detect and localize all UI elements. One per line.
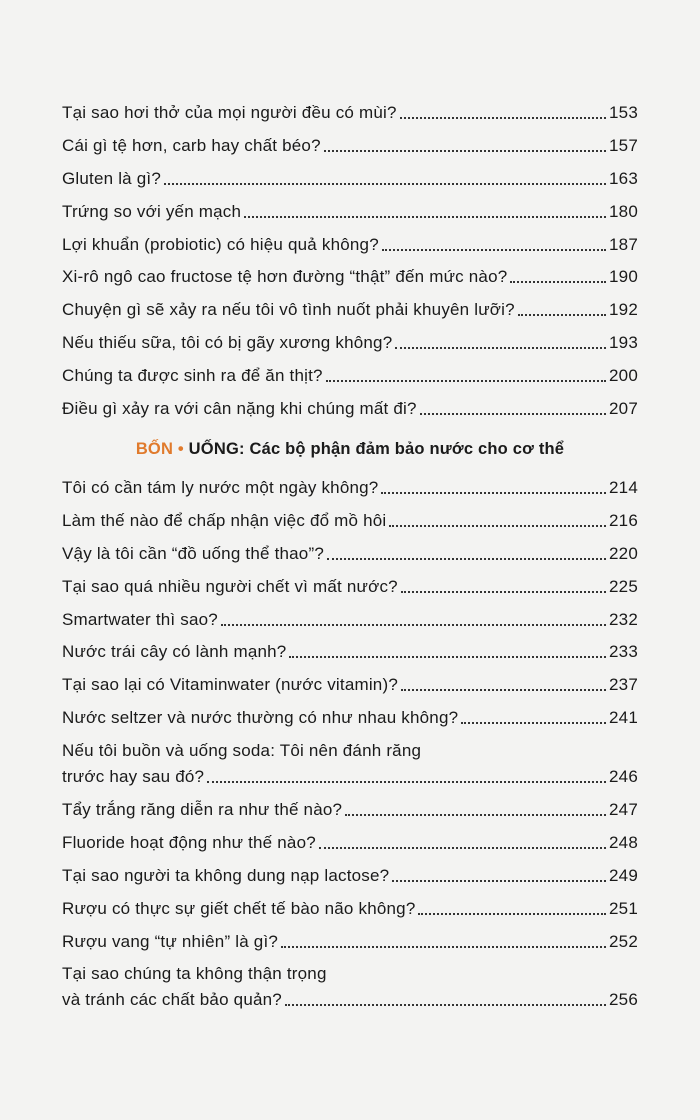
section-name: UỐNG: (188, 440, 245, 459)
toc-entry (62, 396, 638, 422)
dot-leader (510, 281, 606, 283)
toc-entry-page: 200 (609, 366, 638, 386)
toc-entry (62, 297, 638, 323)
toc-entry-page: 214 (609, 478, 638, 498)
toc-entry-title: Chúng ta được sinh ra để ăn thịt? (62, 366, 323, 386)
toc-entry-title: Tẩy trắng răng diễn ra như thế nào? (62, 800, 343, 820)
toc-entry-page: 241 (609, 708, 638, 728)
toc-entry-page: 252 (609, 931, 638, 951)
dot-leader (392, 880, 606, 882)
toc-entry-page: 193 (609, 333, 638, 353)
toc-entry (62, 100, 638, 126)
toc-entry-title: Làm thế nào để chấp nhận việc đổ mồ hôi (62, 510, 387, 530)
toc-entry (62, 738, 638, 790)
toc-entry (62, 363, 638, 389)
toc-group-drink-continued (62, 797, 638, 955)
toc-entry (62, 330, 638, 356)
toc-entry (62, 133, 638, 159)
toc-entry-title: Điều gì xảy ra với cân nặng khi chúng mất đi? (62, 399, 417, 419)
dot-leader (395, 347, 606, 349)
toc-entry-page: 237 (609, 675, 638, 695)
toc-entry-title: Tại sao hơi thở của mọi người đều có mùi? (62, 103, 397, 122)
toc-entry-page: 225 (609, 576, 638, 596)
dot-leader (319, 847, 606, 849)
dot-leader (221, 624, 606, 626)
toc-entry-title: Trứng so với yến mạch (62, 201, 242, 221)
dot-leader (345, 814, 606, 816)
toc-entry-title: Rượu có thực sự giết chết tế bào não không? (62, 898, 416, 918)
toc-entry (62, 797, 638, 823)
toc-entry-page: 247 (609, 800, 638, 820)
dot-leader (382, 249, 606, 251)
toc-entry (62, 863, 638, 889)
toc-entry (62, 607, 638, 633)
table-of-contents (62, 100, 638, 1020)
toc-entry-title: Vậy là tôi cần “đồ uống thể thao”? (62, 543, 324, 563)
dot-leader (164, 183, 606, 185)
toc-entry-page: 220 (609, 543, 638, 563)
dot-leader (389, 525, 606, 527)
toc-group-eat (62, 100, 638, 422)
toc-entry-title-line2: và tránh các chất bảo quản? (62, 990, 282, 1010)
section-heading (62, 436, 638, 462)
dot-leader (461, 722, 606, 724)
toc-entry-page: 233 (609, 642, 638, 662)
toc-entry-title: Tại sao người ta không dung nạp lactose? (62, 865, 390, 885)
toc-entry (62, 896, 638, 922)
toc-entry-title: Nước trái cây có lành mạnh? (62, 642, 287, 662)
toc-entry-page: 251 (609, 898, 638, 918)
toc-entry-page: 187 (609, 234, 638, 254)
toc-entry-title-line1: Tại sao chúng ta không thận trọng (62, 964, 327, 984)
toc-entry-title: Lợi khuẩn (probiotic) có hiệu quả không? (62, 234, 379, 254)
toc-entry-page: 216 (609, 510, 638, 530)
toc-entry-page: 192 (609, 300, 638, 320)
toc-entry-page: 232 (609, 609, 638, 629)
toc-entry (62, 961, 638, 1013)
toc-entry-page: 207 (609, 399, 638, 419)
toc-entry (62, 672, 638, 698)
toc-entry (62, 199, 638, 225)
dot-leader (289, 656, 606, 658)
dot-leader (420, 413, 606, 415)
toc-group-drink (62, 475, 638, 731)
dot-leader (207, 781, 606, 783)
dot-leader (381, 492, 606, 494)
toc-entry-title: Nếu thiếu sữa, tôi có bị gãy xương không? (62, 333, 393, 353)
toc-entry (62, 166, 638, 192)
toc-entry-title-line1: Nếu tôi buồn và uống soda: Tôi nên đánh răng (62, 741, 422, 761)
dot-leader (401, 591, 606, 593)
toc-entry (62, 475, 638, 501)
dot-leader (326, 380, 606, 382)
toc-entry-page: 180 (609, 201, 638, 221)
section-separator: • (177, 440, 184, 459)
section-description: Các bộ phận đảm bảo nước cho cơ thể (249, 440, 565, 459)
toc-entry-title: Tại sao quá nhiều người chết vì mất nước? (62, 576, 398, 596)
toc-entry (62, 541, 638, 567)
dot-leader (327, 558, 606, 560)
toc-entry-title: Tôi có cần tám ly nước một ngày không? (62, 478, 379, 498)
toc-entry-page: 157 (609, 135, 638, 155)
toc-entry (62, 508, 638, 534)
dot-leader (324, 150, 606, 152)
dot-leader (285, 1004, 606, 1006)
toc-entry-page: 153 (609, 103, 638, 122)
toc-entry-title: Fluoride hoạt động như thế nào? (62, 832, 316, 852)
section-number: BỐN (135, 440, 174, 459)
dot-leader (281, 946, 606, 948)
toc-entry (62, 574, 638, 600)
toc-entry (62, 830, 638, 856)
toc-entry (62, 705, 638, 731)
toc-entry-page: 256 (609, 990, 638, 1010)
toc-entry-page: 246 (609, 767, 638, 787)
toc-entry (62, 639, 638, 665)
toc-entry-title: Tại sao lại có Vitaminwater (nước vitamin)? (62, 675, 398, 695)
toc-entry-title: Gluten là gì? (62, 168, 161, 188)
toc-entry (62, 232, 638, 258)
dot-leader (418, 913, 606, 915)
toc-entry-title: Cái gì tệ hơn, carb hay chất béo? (62, 135, 321, 155)
dot-leader (518, 314, 606, 316)
toc-entry-title: Rượu vang “tự nhiên” là gì? (62, 931, 279, 951)
toc-entry (62, 929, 638, 955)
toc-entry-title: Nước seltzer và nước thường có như nhau không? (62, 708, 459, 728)
toc-entry-title: Chuyện gì sẽ xảy ra nếu tôi vô tình nuốt phải khuyên lưỡi? (62, 300, 515, 320)
dot-leader (244, 216, 606, 218)
toc-entry-page: 249 (609, 865, 638, 885)
toc-entry (62, 264, 638, 290)
toc-entry-title-line2: trước hay sau đó? (62, 767, 205, 787)
dot-leader (401, 689, 606, 691)
dot-leader (400, 117, 606, 119)
toc-entry-page: 190 (609, 267, 638, 287)
toc-entry-page: 163 (609, 168, 638, 188)
toc-entry-title: Xi-rô ngô cao fructose tệ hơn đường “thật” đến mức nào? (62, 267, 508, 287)
toc-entry-page: 248 (609, 832, 638, 852)
toc-entry-title: Smartwater thì sao? (62, 609, 218, 629)
